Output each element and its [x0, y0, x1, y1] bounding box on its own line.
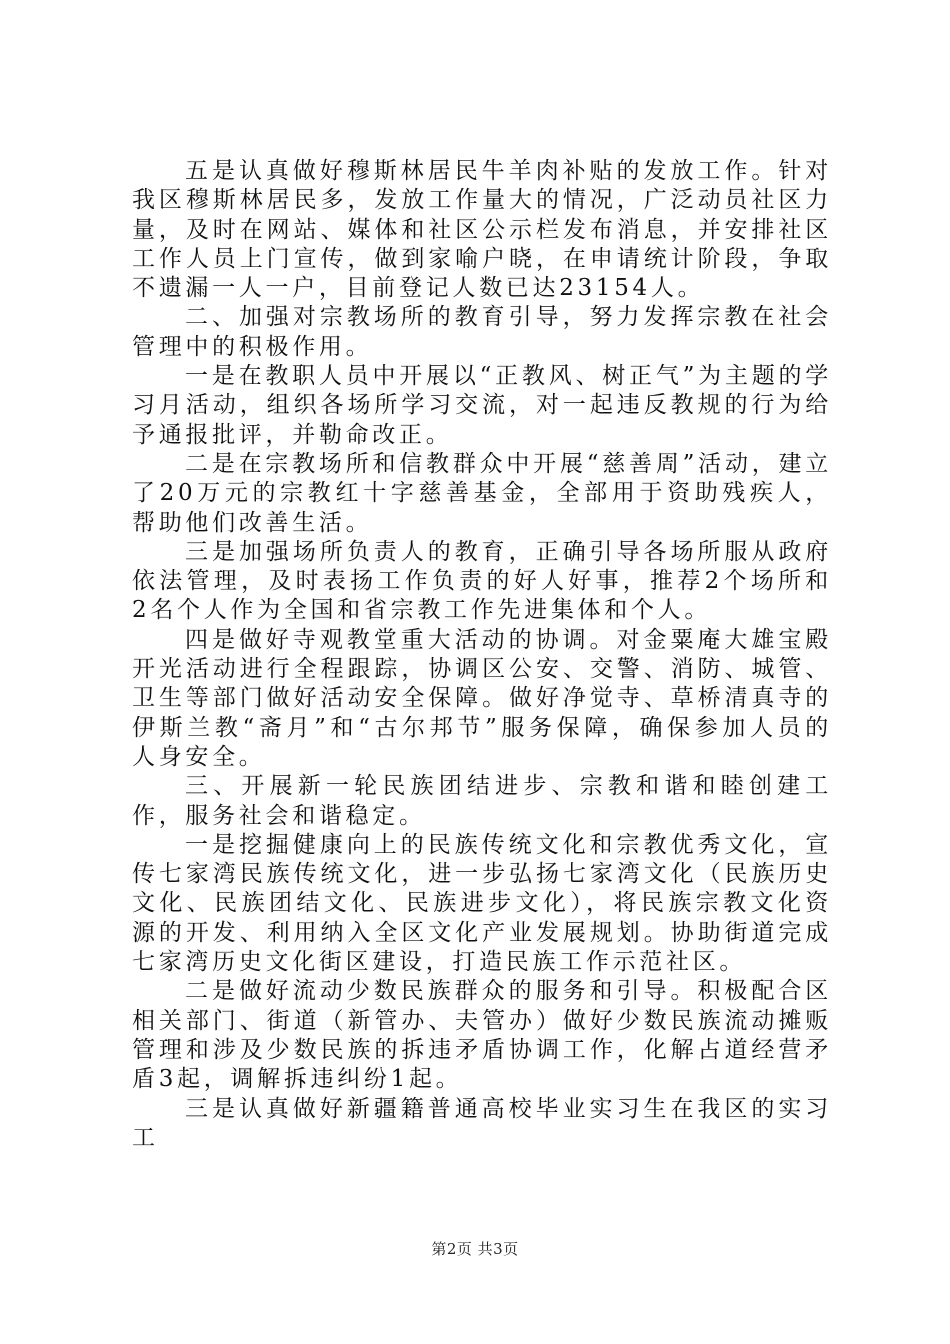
paragraph-xinjiang-interns: 三是认真做好新疆籍普通高校毕业实习生在我区的实习工	[132, 1095, 832, 1151]
section-heading-religious-venues: 二、加强对宗教场所的教育引导，努力发挥宗教在社会管理中的积极作用。	[132, 304, 832, 360]
paragraph-clergy-study-month: 一是在教职人员中开展以“正教风、树正气”为主题的学习月活动，组织各场所学习交流，对一起违反教规的行为给予通报批评，并勒命改正。	[132, 363, 832, 448]
paragraph-traditional-culture: 一是挖掘健康向上的民族传统文化和宗教优秀文化，宣传七家湾民族传统文化，进一步弘扬七家湾文化（民族历史文化、民族团结文化、民族进步文化），将民族宗教文化资源的开发、利用纳入全区文化产业发展规划。协助街道完成七家湾历史文化街区建设，打造民族工作示范社区。	[132, 831, 832, 976]
paragraph-floating-minorities: 二是做好流动少数民族群众的服务和引导。积极配合区相关部门、街道（新管办、夫管办）做好少数民族流动摊贩管理和涉及少数民族的拆违矛盾协调工作，化解占道经营矛盾3起，调解拆违纠纷1起。	[132, 978, 832, 1093]
paragraph-subsidy-distribution: 五是认真做好穆斯林居民牛羊肉补贴的发放工作。针对我区穆斯林居民多，发放工作量大的情况，广泛动员社区力量，及时在网站、媒体和社区公示栏发布消息，并安排社区工作人员上门宣传，做到家喻户晓，在申请统计阶段，争取不遗漏一人一户，目前登记人数已达23154人。	[132, 158, 832, 302]
paragraph-charity-week: 二是在宗教场所和信教群众中开展“慈善周”活动，建立了20万元的宗教红十字慈善基金，全部用于资助残疾人，帮助他们改善生活。	[132, 450, 832, 536]
document-body	[132, 157, 832, 1153]
paragraph-venue-leader-education: 三是加强场所负责人的教育，正确引导各场所服从政府依法管理，及时表扬工作负责的好人好事，推荐2个场所和2名个人作为全国和省宗教工作先进集体和个人。	[132, 538, 832, 624]
paragraph-major-activities: 四是做好寺观教堂重大活动的协调。对金粟庵大雄宝殿开光活动进行全程跟踪，协调区公安、交警、消防、城管、卫生等部门做好活动安全保障。做好净觉寺、草桥清真寺的伊斯兰教“斋月”和“古尔邦节”服务保障，确保参加人员的人身安全。	[132, 626, 832, 770]
page-number-footer: 第2页 共3页	[431, 1240, 519, 1258]
section-heading-ethnic-unity: 三、开展新一轮民族团结进步、宗教和谐和睦创建工作，服务社会和谐稳定。	[132, 773, 832, 829]
